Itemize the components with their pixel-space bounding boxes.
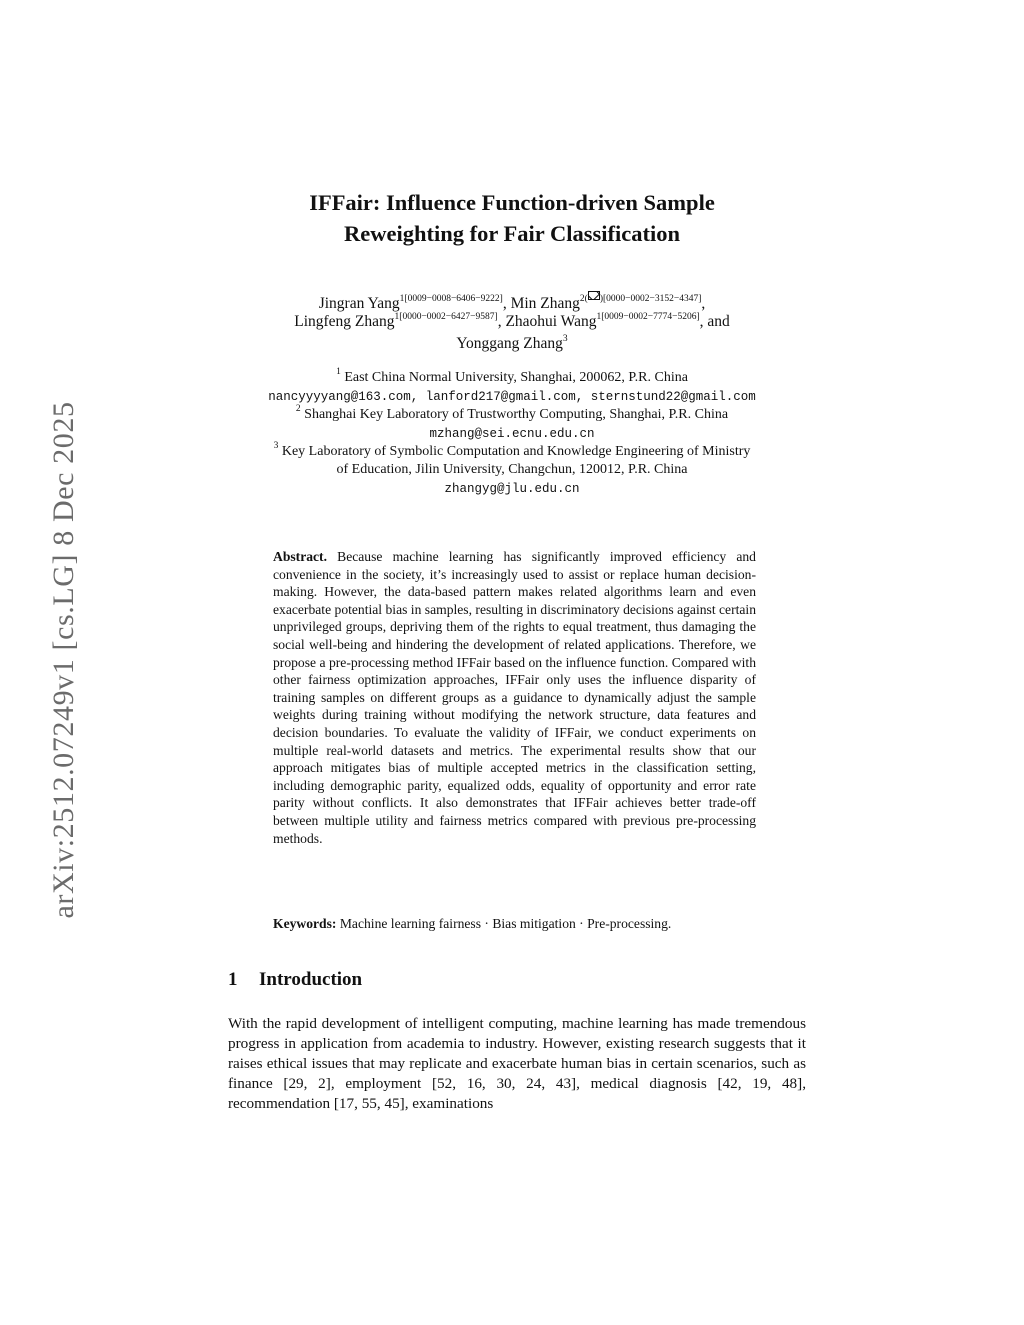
- author-name: Lingfeng Zhang: [294, 313, 395, 330]
- abstract-label: Abstract.: [273, 549, 327, 564]
- affil-number: 1: [336, 367, 341, 377]
- paper-title-line-2: Reweighting for Fair Classification: [343, 221, 681, 246]
- keywords-text: Machine learning fairness · Bias mitigation · Pre-processing.: [339, 916, 672, 931]
- arxiv-sidebar-stamp: arXiv:2512.07249v1 [cs.LG] 8 Dec 2025: [47, 401, 80, 919]
- author-line-1: Jingran Yang$^{1[0009-0008-6406-9222]}$, Min Zhang$^{2( )[0000-0002-3152-4347]}$,: [0, 291, 1024, 313]
- affiliation-2: $^2$ Shanghai Key Laboratory of Trustworthy Computing, Shanghai, P.R. China: [295, 404, 729, 422]
- paper-title-line-1: IFFair: Influence Function-driven Sample: [309, 190, 715, 215]
- section-title: Introduction: [259, 969, 363, 990]
- paper-title: [0, 187, 1024, 249]
- affiliation-1: $^1$ East China Normal University, Shanghai, 200062, P.R. China: [336, 367, 688, 385]
- affil-number: 3: [273, 441, 279, 451]
- affiliation-3-line-1: $^3$ Key Laboratory of Symbolic Computation and Knowledge Engineering of Ministry: [273, 441, 751, 459]
- abstract-text: Because machine learning has significantly improved efficiency and convenience in the society, it’s increasingly used to assist or replace human decision-making. However, the data-based pattern makes related algorithms learn and even exacerbate potential bias in samples, resulting in discriminatory decisions against certain unprivileged groups, depriving them of the rights to equal treatment, thus damaging the social well-being and hindering the development of related applications. Therefore, we propose a pre-processing method IFFair based on the influence function. Compared with other fairness optimization approaches, IFFair only uses the influence disparity of training samples on different groups as a guidance to dynamically adjust the sample weights during training without modifying the network structure, data features and decision boundaries. To evaluate the validity of IFFair, we conduct experiments on multiple real-world datasets and metrics. The experimental results show that our approach mitigates bias of multiple accepted metrics in the classification setting, including demographic parity, equalized odds, equality of opportunity and error rate parity without conflicts. It also demonstrates that IFFair achieves better trade-off between multiple utility and fairness metrics compared with previous pre-processing methods.: [273, 549, 756, 846]
- author-line-2: Lingfeng Zhang$^{1[0000-0002-6427-9587]}$, Zhaohui Wang$^{1[0009-0002-7774-5206]}$, and: [294, 312, 730, 330]
- author-name: Zhaohui Wang: [505, 313, 597, 330]
- affiliation-1-emails[interactable]: nancyyyyang@163.com, lanford217@gmail.com, sternstund22@gmail.com: [268, 390, 756, 404]
- section-number: 1: [228, 969, 238, 990]
- affiliation-3-line-2: of Education, Jilin University, Changchun, 120012, P.R. China: [336, 462, 688, 477]
- keywords-label: Keywords:: [273, 916, 337, 931]
- introduction-paragraph: With the rapid development of intelligent computing, machine learning has made tremendous progress in application from academia to industry. However, existing research suggests that it raises ethical issues that may replicate and exacerbate human bias in certain scenarios, such as finance [29, 2], employment [52, 16, 30, 24, 43], medical diagnosis [42, 19, 48], recommendation [17, 55, 45], examinations: [228, 1015, 806, 1112]
- author-orcid: 1[0009−0002−7774−5206]: [596, 312, 700, 322]
- affiliation-2-email[interactable]: mzhang@sei.ecnu.edu.cn: [429, 427, 595, 441]
- author-orcid: 1[0000−0002−6427−9587]: [394, 312, 498, 322]
- affil-number: 2: [295, 404, 301, 414]
- affiliation-3-email[interactable]: zhangyg@jlu.edu.cn: [444, 482, 580, 496]
- envelope-icon: [588, 291, 600, 300]
- keywords: [273, 916, 763, 932]
- author-name: Min Zhang: [510, 295, 580, 312]
- author-affil-mark: 3: [562, 334, 568, 344]
- author-name: Jingran Yang: [318, 295, 400, 312]
- author-name: Yonggang Zhang: [456, 335, 563, 352]
- author-conjunction: and: [707, 313, 730, 330]
- author-orcid: 1[0009−0008−6406−9222]: [399, 294, 503, 304]
- author-orcid: 2( )[0000−0002−3152−4347]: [580, 294, 702, 304]
- author-line-3: [0, 335, 1024, 353]
- abstract: [273, 548, 756, 847]
- section-heading: [228, 969, 362, 991]
